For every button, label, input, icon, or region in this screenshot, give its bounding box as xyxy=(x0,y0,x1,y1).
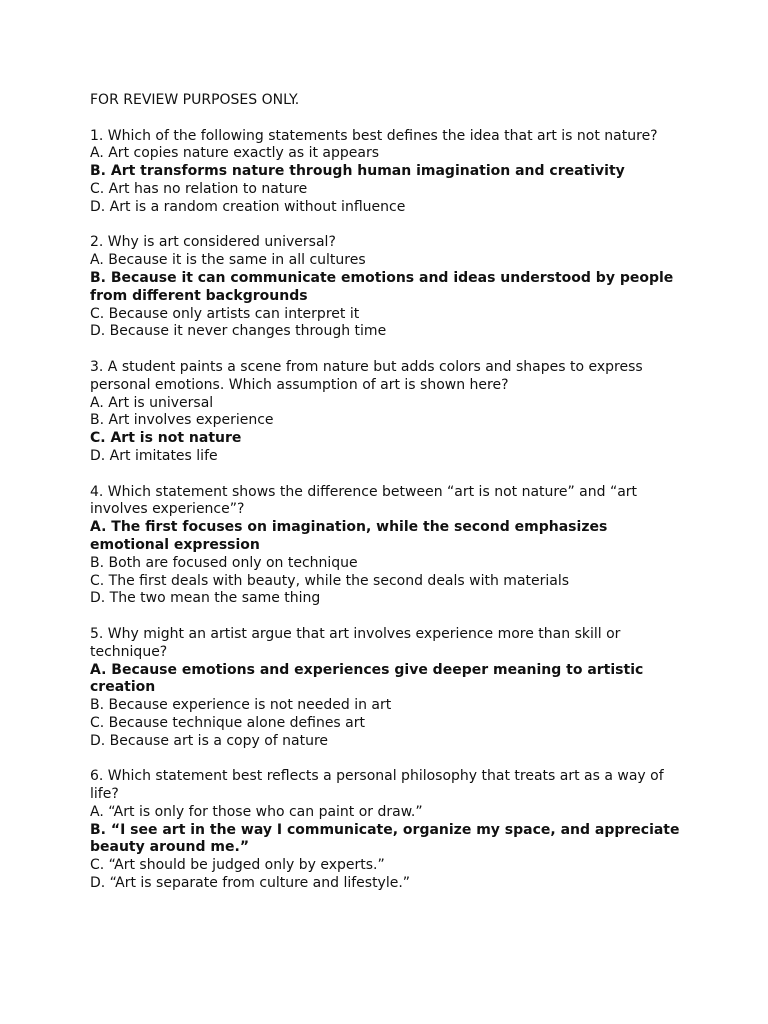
answer-option-c: C. Art has no relation to nature xyxy=(90,180,308,197)
question-6 xyxy=(90,768,690,893)
answer-options xyxy=(90,662,690,751)
answer-option-d: D. “Art is separate from culture and lifestyle.” xyxy=(90,875,411,892)
question-stem: 4. Which statement shows the difference between “art is not nature” and “art involves experience”? xyxy=(90,483,638,518)
answer-option-d: D. Because it never changes through time xyxy=(90,323,387,340)
answer-option-d: D. Art imitates life xyxy=(90,447,218,464)
answer-option-c: C. The first deals with beauty, while the second deals with materials xyxy=(90,572,570,589)
question-5 xyxy=(90,626,690,751)
answer-option-b: B. “I see art in the way I communicate, organize my space, and appreciate beauty around me.” xyxy=(90,821,680,856)
answer-option-a: A. Art copies nature exactly as it appears xyxy=(90,145,380,162)
answer-option-c: C. Because only artists can interpret it xyxy=(90,305,360,322)
question-stem: 5. Why might an artist argue that art involves experience more than skill or technique? xyxy=(90,625,621,660)
answer-option-b: B. Because experience is not needed in art xyxy=(90,697,392,714)
answer-option-c: C. Art is not nature xyxy=(90,430,242,447)
answer-options xyxy=(90,519,690,608)
question-1 xyxy=(90,128,690,217)
answer-option-a: A. Because it is the same in all cultures xyxy=(90,252,366,269)
question-4 xyxy=(90,484,690,609)
question-stem: 6. Which statement best reflects a personal philosophy that treats art as a way of life? xyxy=(90,768,664,803)
answer-option-a: A. Because emotions and experiences give deeper meaning to artistic creation xyxy=(90,661,644,696)
question-stem: 2. Why is art considered universal? xyxy=(90,234,336,251)
answer-option-b: B. Art involves experience xyxy=(90,412,274,429)
answer-option-b: B. Both are focused only on technique xyxy=(90,554,358,571)
answer-option-d: D. Because art is a copy of nature xyxy=(90,732,329,749)
answer-option-b: B. Because it can communicate emotions and ideas understood by people from different backgrounds xyxy=(90,269,674,304)
answer-options xyxy=(90,395,690,466)
answer-option-d: D. Art is a random creation without influence xyxy=(90,198,406,215)
answer-options xyxy=(90,804,690,893)
answer-option-a: A. The first focuses on imagination, while the second emphasizes emotional expression xyxy=(90,519,608,553)
answer-option-c: C. Because technique alone defines art xyxy=(90,714,366,731)
document-page xyxy=(90,92,690,911)
document-heading: FOR REVIEW PURPOSES ONLY. xyxy=(90,92,300,108)
answer-option-b: B. Art transforms nature through human imagination and creativity xyxy=(90,163,625,180)
answer-options xyxy=(90,145,690,216)
question-stem: 3. A student paints a scene from nature but adds colors and shapes to express personal emotions. Which assumption of art is shown here? xyxy=(90,358,643,393)
answer-option-a: A. “Art is only for those who can paint or draw.” xyxy=(90,803,423,820)
answer-option-a: A. Art is universal xyxy=(90,394,214,411)
answer-option-d: D. The two mean the same thing xyxy=(90,590,321,607)
question-3 xyxy=(90,359,690,466)
answer-option-c: C. “Art should be judged only by experts.” xyxy=(90,857,385,874)
question-stem: 1. Which of the following statements best defines the idea that art is not nature? xyxy=(90,127,658,144)
answer-options xyxy=(90,252,690,341)
question-2 xyxy=(90,234,690,341)
